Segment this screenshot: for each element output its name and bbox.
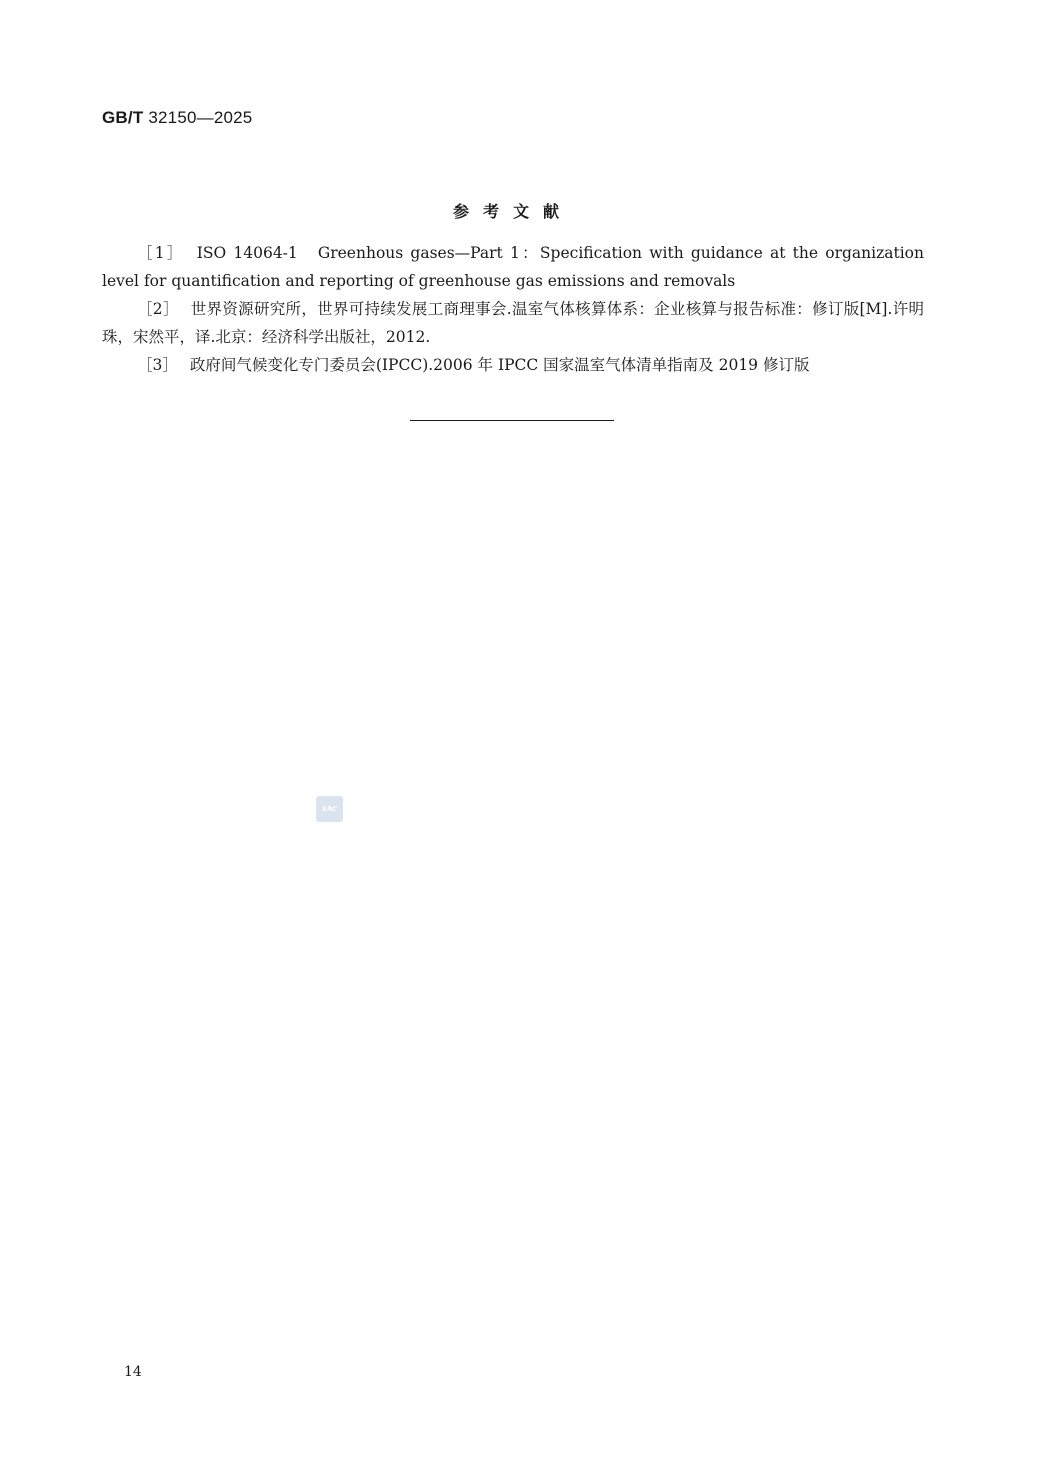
reference-text: 世界资源研究所，世界可持续发展工商理事会.温室气体核算体系：企业核算与报告标准：修订版[M].许明珠，宋然平，译.北京：经济科学出版社，2012. [102,300,924,346]
reference-item-3 [102,351,924,379]
standard-code-number: 32150—2025 [148,108,253,127]
reference-item-2 [102,295,924,351]
bibliography-title: 参考文献 [452,202,573,221]
standard-code-header [102,108,252,128]
end-divider [410,420,614,421]
reference-number: ［1］ [137,244,185,262]
reference-text: 政府间气候变化专门委员会(IPCC).2006 年 IPCC 国家温室气体清单指南及 2019 修订版 [189,356,810,374]
sac-watermark-logo [316,796,343,822]
reference-number: ［2］ [137,300,179,318]
reference-item-1 [102,239,924,295]
reference-list [102,239,924,379]
sac-logo-text: SAC [321,805,338,813]
reference-number: ［3］ [137,356,178,374]
standard-code-prefix: GB/T [102,108,144,127]
reference-text: ISO 14064-1 Greenhous gases—Part 1：Specification with guidance at the organization level for quantification and reporting of greenhouse gas emissions and removals [102,244,924,290]
page-number: 14 [124,1364,142,1380]
